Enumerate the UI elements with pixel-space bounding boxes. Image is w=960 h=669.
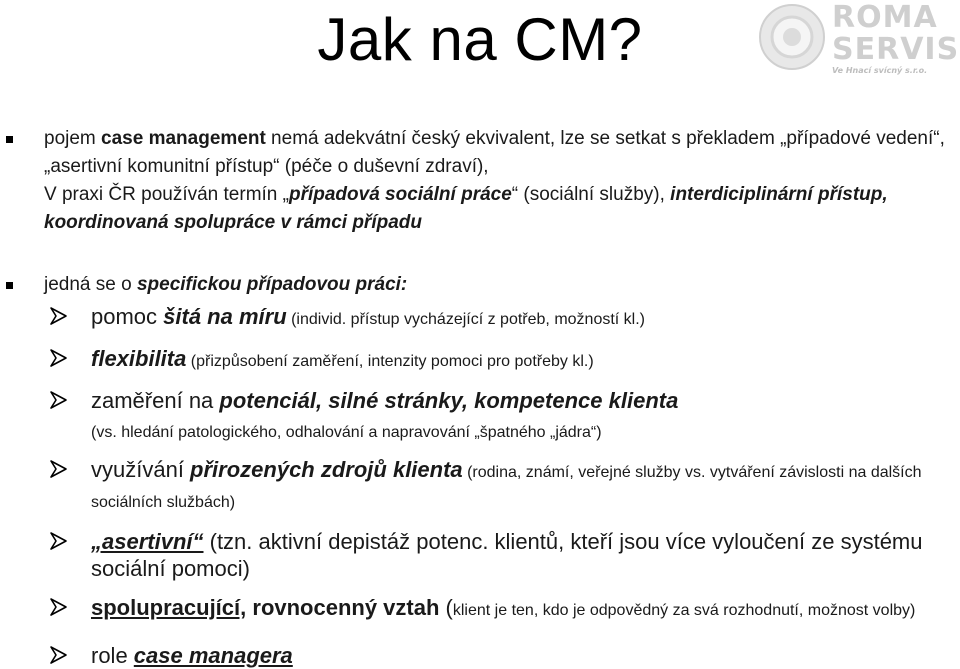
arrow-bullet-icon bbox=[48, 531, 70, 551]
list-item: využívání přirozených zdrojů klienta (rodina, známí, veřejné služby vs. vytváření závislosti na dalších sociálních službách) bbox=[0, 456, 930, 516]
list-item: spolupracující, rovnocenný vztah (klient je ten, kdo je odpovědný za svá rozhodnutí, možnost volby) bbox=[0, 594, 930, 624]
square-bullet-icon bbox=[6, 282, 13, 289]
bullet-case-management: pojem case management nemá adekvátní český ekvivalent, lze se setkat s překladem „případové vedení“, „asertivní komunitní přístup“ (péče o duševní zdraví), V praxi ČR používán termín „případová sociální práce“ (sociální služby), interdiciplinární přístup, koordinovaná spolupráce v rámci případu bbox=[0, 125, 946, 237]
arrow-bullet-icon bbox=[48, 459, 70, 479]
bullet-specific-work: jedná se o specifickou případovou práci: bbox=[0, 271, 946, 299]
arrow-bullet-icon bbox=[48, 645, 70, 665]
list-item: pomoc šitá na míru (individ. přístup vycházející z potřeb, možností kl.) bbox=[0, 303, 930, 333]
sub-bullet-list bbox=[0, 303, 960, 669]
list-item: zaměření na potenciál, silné stránky, kompetence klienta (vs. hledání patologického, odhalování a napravování „špatného „jádra“) bbox=[0, 387, 930, 452]
logo-text-line1: ROMA bbox=[832, 0, 938, 35]
slide-content bbox=[0, 125, 960, 669]
logo-text-line2: SERVIS bbox=[832, 32, 960, 67]
arrow-bullet-icon bbox=[48, 348, 70, 368]
list-item: flexibilita (přizpůsobení zaměření, intenzity pomoci pro potřeby kl.) bbox=[0, 345, 930, 375]
sphere-logo-icon bbox=[757, 2, 827, 72]
page-title: Jak na CM? bbox=[317, 6, 643, 73]
roma-servis-logo bbox=[757, 0, 960, 80]
arrow-bullet-icon bbox=[48, 597, 70, 617]
arrow-bullet-icon bbox=[48, 306, 70, 326]
list-item: „asertivní“ (tzn. aktivní depistáž potenc. klientů, kteří jsou více vyloučení ze systému sociální pomoci) bbox=[0, 528, 930, 582]
logo-text-line3: Ve Hnací svícný s.r.o. bbox=[832, 66, 928, 75]
square-bullet-icon bbox=[6, 136, 13, 143]
list-item: role case managera bbox=[0, 642, 930, 669]
arrow-bullet-icon bbox=[48, 390, 70, 410]
